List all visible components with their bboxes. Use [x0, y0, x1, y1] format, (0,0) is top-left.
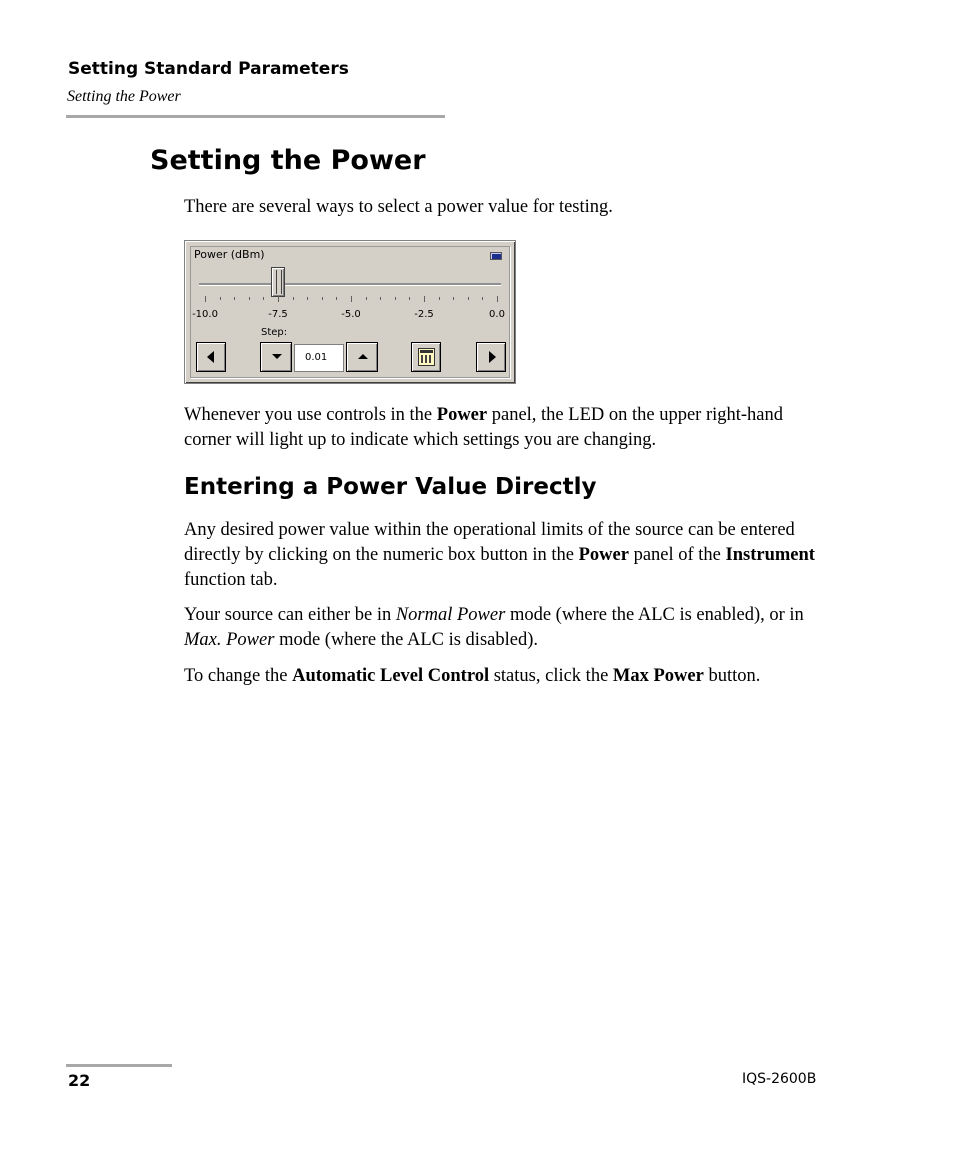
- decrease-power-button[interactable]: [196, 342, 226, 372]
- slider-tick: [468, 297, 469, 300]
- numeric-keypad-button[interactable]: [411, 342, 441, 372]
- arrow-right-icon: [489, 351, 496, 363]
- page-number: 22: [68, 1071, 91, 1090]
- step-up-button[interactable]: [346, 342, 378, 372]
- slider-tick: [453, 297, 454, 300]
- slider-tick-label: 0.0: [489, 309, 505, 320]
- slider-tick: [278, 296, 279, 302]
- step-label: Step:: [261, 327, 288, 338]
- increase-power-button[interactable]: [476, 342, 506, 372]
- slider-tick: [351, 296, 352, 302]
- slider-tick: [249, 297, 250, 300]
- slider-tick-label: -2.5: [414, 309, 434, 320]
- arrow-left-icon: [207, 351, 214, 363]
- slider-tick: [205, 296, 206, 302]
- slider-tick: [293, 297, 294, 300]
- slider-tick: [220, 297, 221, 300]
- footer-rule: [66, 1064, 172, 1067]
- slider-tick: [380, 297, 381, 300]
- slider-tick: [409, 297, 410, 300]
- section-heading: Entering a Power Value Directly: [184, 474, 597, 500]
- slider-tick: [322, 297, 323, 300]
- led-indicator-icon: [490, 252, 502, 260]
- power-panel-frame: [190, 246, 510, 378]
- panel-description: Whenever you use controls in the Power panel, the LED on the upper right-hand corner will light up to indicate which settings you are changing.: [184, 405, 784, 450]
- slider-tick-label: -10.0: [192, 309, 218, 320]
- slider-tick: [234, 297, 235, 300]
- slider-tick: [482, 297, 483, 300]
- power-panel: [184, 240, 516, 384]
- power-mode-paragraph: Your source can either be in Normal Power mode (where the ALC is enabled), or in Max. Power mode (where the ALC is disabled).: [184, 605, 804, 650]
- slider-tick-label: -7.5: [268, 309, 288, 320]
- step-input[interactable]: 0.01: [294, 344, 344, 372]
- slider-tick-label: -5.0: [341, 309, 361, 320]
- power-slider-thumb[interactable]: [271, 267, 285, 297]
- slider-tick: [366, 297, 367, 300]
- page-title: Setting the Power: [150, 145, 426, 176]
- chapter-title: Setting Standard Parameters: [68, 59, 349, 79]
- power-panel-title: Power (dBm): [194, 248, 265, 261]
- section-subtitle: Setting the Power: [67, 88, 181, 105]
- product-model: IQS-2600B: [742, 1071, 817, 1087]
- step-down-button[interactable]: [260, 342, 292, 372]
- header-rule: [66, 115, 445, 118]
- direct-entry-paragraph: Any desired power value within the operational limits of the source can be entered directly by clicking on the numeric box button in the Power panel of the Instrument function tab.: [184, 520, 815, 590]
- slider-tick: [439, 297, 440, 300]
- arrow-down-icon: [272, 354, 282, 359]
- slider-tick: [307, 297, 308, 300]
- keypad-icon: [418, 348, 435, 366]
- slider-tick: [424, 296, 425, 302]
- arrow-up-icon: [358, 354, 368, 359]
- intro-paragraph: There are several ways to select a power value for testing.: [184, 197, 613, 217]
- slider-tick: [263, 297, 264, 300]
- slider-tick: [497, 296, 498, 302]
- power-slider-track[interactable]: [199, 283, 501, 286]
- slider-tick: [395, 297, 396, 300]
- slider-tick: [336, 297, 337, 300]
- alc-paragraph: To change the Automatic Level Control status, click the Max Power button.: [184, 666, 761, 686]
